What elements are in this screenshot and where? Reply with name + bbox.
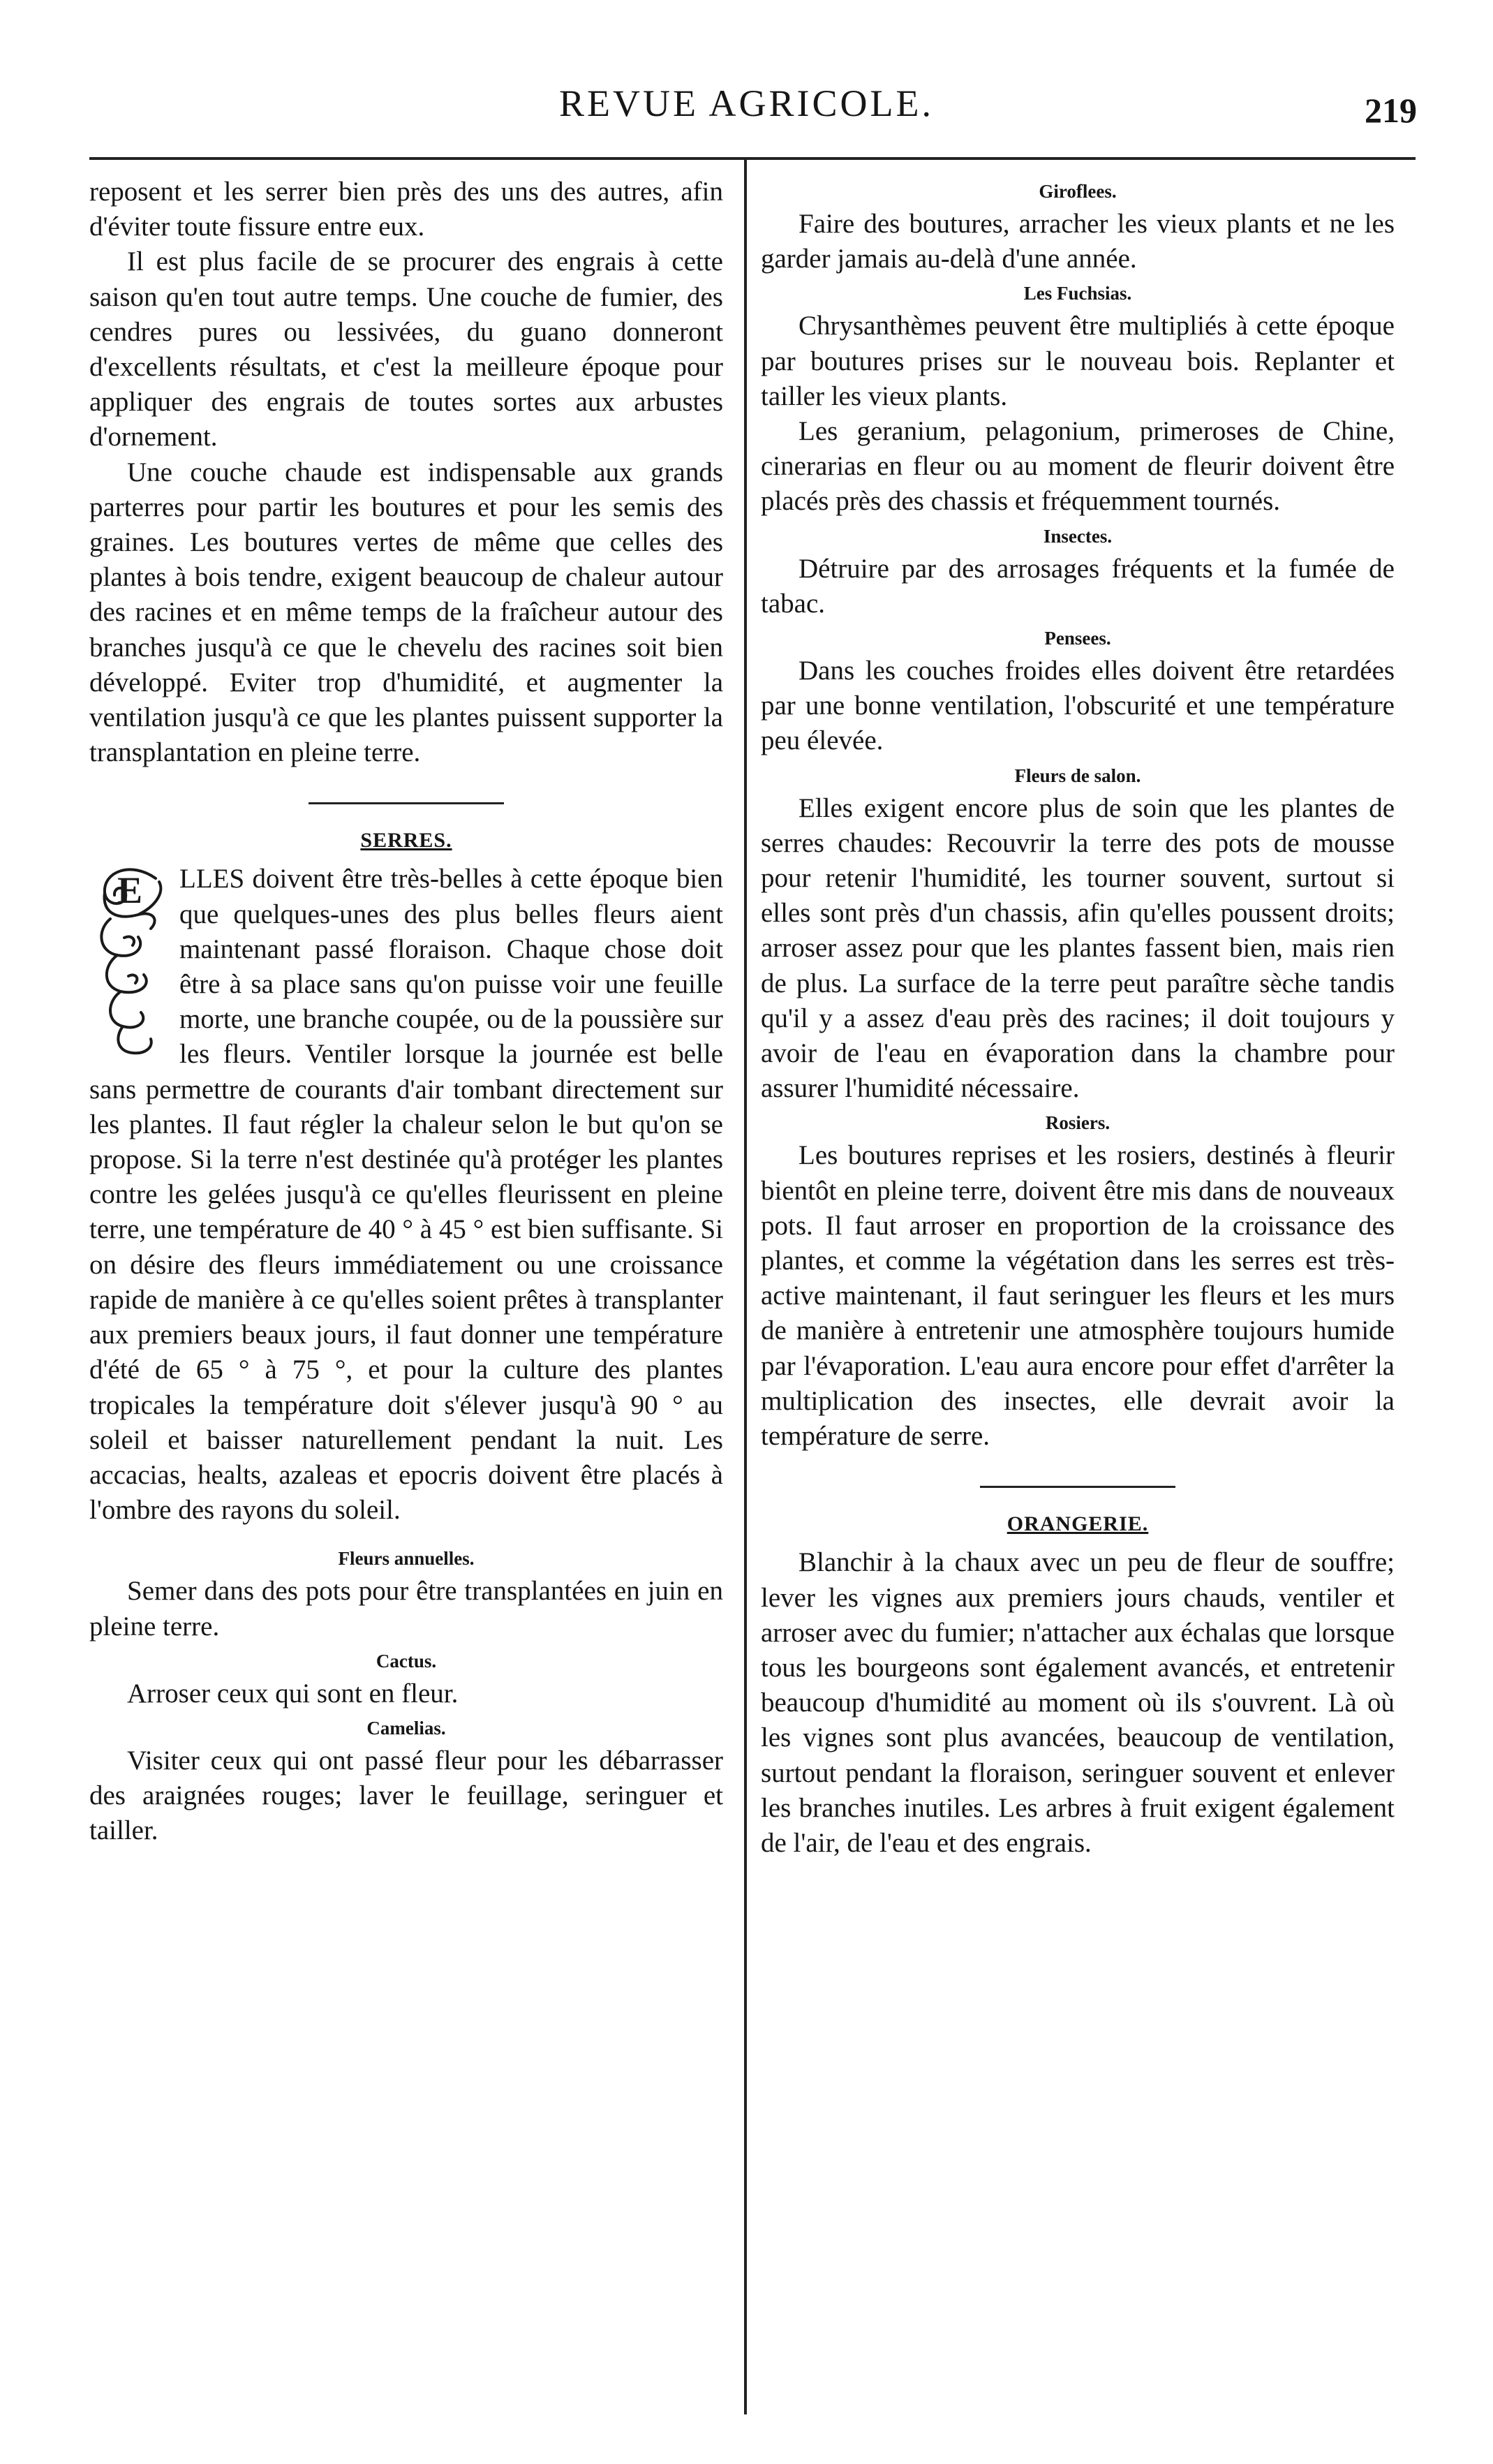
page-number: 219 bbox=[1365, 91, 1417, 130]
subhead-cactus: Cactus. bbox=[376, 1650, 437, 1672]
paragraph: Les geranium, pelagonium, primeroses de Chine, cinerarias en fleur ou au moment de fleurir doivent être placés près des chassis et fréquemment tournés. bbox=[761, 416, 1395, 517]
paragraph: Blanchir à la chaux avec un peu de fleur de souffre; lever les vignes aux premiers jours chauds, ventiler et arroser avec du fumier; n'attacher aux échalas que lorsque tous les bourgeons sont également avancés, et entretenir beaucoup d'humidité au moment où ils s'ouvrent. Là où les vignes sont plus avancées, beaucoup de ventilation, surtout pendant la floraison, seringuer souvent et enlever les branches inutiles. Les arbres à fruit exigent également de l'air, de l'eau et des engrais. bbox=[761, 1547, 1395, 1858]
paragraph: Chrysanthèmes peuvent être multipliés à cette époque par boutures prises sur le nouveau bois. Replanter et tailler les vieux plants. bbox=[761, 311, 1395, 411]
dropcap-letter: E bbox=[117, 869, 143, 912]
section-title-serres: SERRES. bbox=[360, 829, 452, 853]
subhead-rosiers: Rosiers. bbox=[1045, 1112, 1111, 1134]
subhead-fleurs-de-salon: Fleurs de salon. bbox=[1014, 765, 1141, 786]
paragraph: Les boutures reprises et les rosiers, destinés à fleurir bientôt en pleine terre, doivent être mis dans de nouveaux pots. Il faut arroser en proportion de la croissance des plantes, et comme la végétation dans les serres est très-active maintenant, il faut seringuer les fleurs et les murs de manière à entretenir une atmosphère toujours humide par l'évaporation. L'eau aura encore pour effet d'arrêter la multiplication des insectes, elle devrait avoir la température de serre. bbox=[761, 1140, 1395, 1452]
column-divider bbox=[744, 159, 747, 2414]
dropcap-ornament-icon bbox=[89, 864, 170, 1058]
subhead-fuchsias: Les Fuchsias. bbox=[1023, 283, 1132, 304]
paragraph: Détruire par des arrosages fréquents et la fumée de tabac. bbox=[761, 553, 1395, 619]
paragraph: Faire des boutures, arracher les vieux plants et ne les garder jamais au-delà d'une année. bbox=[761, 209, 1395, 274]
paragraph: Il est plus facile de se procurer des engrais à cette saison qu'en tout autre temps. Une couche de fumier, des cendres pures ou lessivées, du guano donneront d'excellents résultats, et c'est la meilleure époque pour appliquer des engrais de toutes sortes aux arbustes d'ornement. bbox=[89, 246, 723, 452]
subhead-fleurs-annuelles: Fleurs annuelles. bbox=[338, 1548, 475, 1570]
ornamental-dropcap-e bbox=[89, 864, 170, 1058]
paragraph: Visiter ceux qui ont passé fleur pour les débarrasser des araignées rouges; laver le feuillage, seringuer et tailler. bbox=[89, 1745, 723, 1846]
paragraph: Arroser ceux qui sont en fleur. bbox=[127, 1678, 459, 1709]
subhead-camelias: Camelias. bbox=[366, 1717, 446, 1739]
paragraph-serres: LLES doivent être très-belles à cette époque bien que quelques-unes des plus belles fleurs aient maintenant passé floraison. Chaque chose doit être à sa place sans qu'on puisse voir une feuille morte, une branche coupée, ou de la poussière sur les fleurs. Ventiler lorsque la journée est belle sans permettre de courants d'air tombant directement sur les plantes. Il faut régler la chaleur selon le but qu'on se propose. Si la terre n'est destinée qu'à protéger les plantes contre les gelées jusqu'à ce qu'elles fleurissent en pleine terre, une température de 40 ° à 45 ° est bien suffisante. Si on désire des fleurs immédiatement ou une croissance rapide de manière à ce qu'elles soient prêtes à transplanter aux premiers beaux jours, il faut donner une température d'été de 65 ° à 75 °, et pour la culture des plantes tropicales la température doit s'élever jusqu'à 90 ° au soleil et baisser naturellement pendant la nuit. Les accacias, healts, azaleas et epocris doivent être placés à l'ombre des rayons du soleil. bbox=[89, 864, 723, 1526]
section-divider bbox=[980, 1486, 1175, 1488]
section-title-orangerie: ORANGERIE. bbox=[1007, 1512, 1149, 1536]
right-column bbox=[761, 175, 1395, 1861]
running-header-title: REVUE AGRICOLE. bbox=[559, 82, 934, 124]
paragraph: Elles exigent encore plus de soin que les plantes de serres chaudes: Recouvrir la terre des pots de mousse pour retenir l'humidité, les tourner souvent, surtout si elles sont près d'un chassis, afin qu'elles poussent droits; arroser assez pour que les plantes fassent bien, mais rien de plus. La surface de la terre peut paraître sèche tandis qu'il y a assez d'eau près des racines; il doit toujours y avoir de l'eau en évaporation dans la chambre pour assurer l'humidité nécessaire. bbox=[761, 792, 1395, 1104]
subhead-pensees: Pensees. bbox=[1044, 628, 1111, 649]
paragraph: Une couche chaude est indispensable aux grands parterres pour partir les boutures et pour les semis des graines. Les boutures vertes de même que celles des plantes à bois tendre, exigent beaucoup de chaleur autour des racines et en même temps de la fraîcheur autour des branches jusqu'à ce que le chevelu des racines soit bien développé. Eviter trop d'humidité, et augmenter la ventilation jusqu'à ce que les plantes puissent supporter la transplantation en pleine terre. bbox=[89, 457, 723, 768]
paragraph: reposent et les serrer bien près des uns des autres, afin d'éviter toute fissure entre eux. bbox=[89, 177, 723, 242]
subhead-insectes: Insectes. bbox=[1043, 525, 1113, 547]
header-rule bbox=[89, 157, 1416, 160]
spacer bbox=[89, 1528, 723, 1542]
paragraph: Semer dans des pots pour être transplantées en juin en pleine terre. bbox=[89, 1576, 723, 1642]
left-column bbox=[89, 175, 723, 1849]
paragraph: Dans les couches froides elles doivent être retardées par une bonne ventilation, l'obscurité et une température peu élevée. bbox=[761, 656, 1395, 756]
section-divider bbox=[309, 802, 504, 804]
subhead-giroflees: Giroflees. bbox=[1039, 181, 1117, 202]
